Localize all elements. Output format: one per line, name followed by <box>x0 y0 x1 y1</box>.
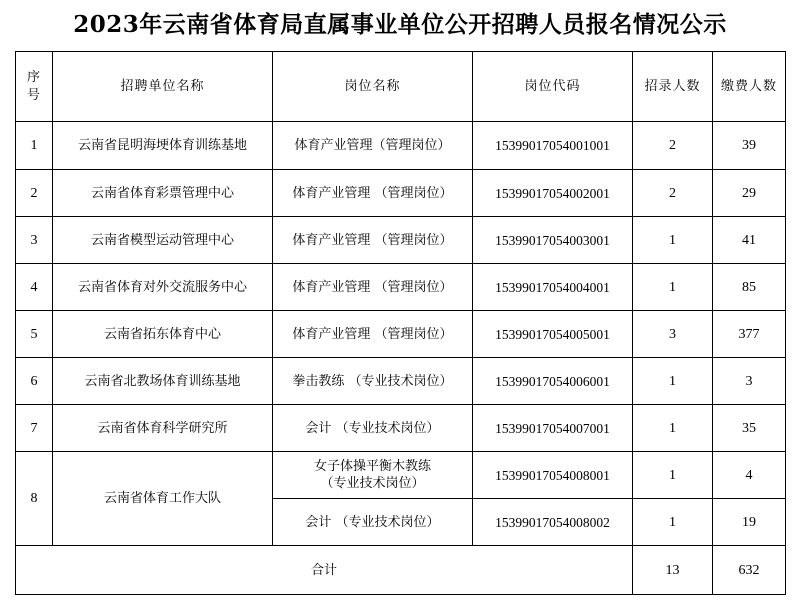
header-unit: 招聘单位名称 <box>53 52 273 122</box>
row-index: 4 <box>16 264 53 311</box>
paid-count: 29 <box>713 170 786 217</box>
position-name: 体育产业管理 （管理岗位） <box>273 217 473 264</box>
row-index: 5 <box>16 311 53 358</box>
unit-name: 云南省体育彩票管理中心 <box>53 170 273 217</box>
position-name-line1: 女子体操平衡木教练 <box>313 459 431 474</box>
header-index <box>16 52 53 122</box>
hire-count: 1 <box>633 217 713 264</box>
header-hire-count: 招录人数 <box>633 52 713 122</box>
header-code: 岗位代码 <box>473 52 633 122</box>
unit-name: 云南省体育工作大队 <box>53 452 273 546</box>
total-hire-count: 13 <box>633 546 713 595</box>
total-label: 合计 <box>16 546 633 595</box>
hire-count: 2 <box>633 170 713 217</box>
position-code: 15399017054002001 <box>473 170 633 217</box>
position-name: 会计 （专业技术岗位） <box>273 499 473 546</box>
position-name: 会计 （专业技术岗位） <box>273 405 473 452</box>
hire-count: 1 <box>633 452 713 499</box>
position-name: 拳击教练 （专业技术岗位） <box>273 358 473 405</box>
unit-name: 云南省模型运动管理中心 <box>53 217 273 264</box>
row-index: 6 <box>16 358 53 405</box>
row-index: 8 <box>16 452 53 546</box>
hire-count: 1 <box>633 405 713 452</box>
header-row <box>16 52 786 122</box>
paid-count: 39 <box>713 122 786 170</box>
paid-count: 85 <box>713 264 786 311</box>
paid-count: 377 <box>713 311 786 358</box>
position-name: 体育产业管理（管理岗位） <box>273 122 473 170</box>
unit-name: 云南省北教场体育训练基地 <box>53 358 273 405</box>
recruitment-table <box>15 51 786 595</box>
position-name-line2: （专业技术岗位） <box>320 476 425 491</box>
hire-count: 3 <box>633 311 713 358</box>
unit-name: 云南省体育科学研究所 <box>53 405 273 452</box>
paid-count: 35 <box>713 405 786 452</box>
total-row <box>16 546 786 595</box>
table-row <box>16 452 786 499</box>
table-row <box>16 358 786 405</box>
position-code: 15399017054003001 <box>473 217 633 264</box>
row-index: 3 <box>16 217 53 264</box>
table-row <box>16 264 786 311</box>
position-code: 15399017054005001 <box>473 311 633 358</box>
total-paid-count: 632 <box>713 546 786 595</box>
position-name: 体育产业管理 （管理岗位） <box>273 311 473 358</box>
paid-count: 41 <box>713 217 786 264</box>
row-index: 1 <box>16 122 53 170</box>
table-row <box>16 170 786 217</box>
paid-count: 4 <box>713 452 786 499</box>
paid-count: 3 <box>713 358 786 405</box>
unit-name: 云南省体育对外交流服务中心 <box>53 264 273 311</box>
position-name: 体育产业管理 （管理岗位） <box>273 170 473 217</box>
header-position: 岗位名称 <box>273 52 473 122</box>
position-code: 15399017054008002 <box>473 499 633 546</box>
header-index-line2: 号 <box>26 87 41 103</box>
position-code: 15399017054008001 <box>473 452 633 499</box>
paid-count: 19 <box>713 499 786 546</box>
unit-name: 云南省昆明海埂体育训练基地 <box>53 122 273 170</box>
table-row <box>16 217 786 264</box>
header-paid-count: 缴费人数 <box>713 52 786 122</box>
position-name: 体育产业管理 （管理岗位） <box>273 264 473 311</box>
position-code: 15399017054006001 <box>473 358 633 405</box>
hire-count: 1 <box>633 358 713 405</box>
hire-count: 1 <box>633 264 713 311</box>
position-name <box>273 452 473 499</box>
unit-name: 云南省拓东体育中心 <box>53 311 273 358</box>
position-code: 15399017054004001 <box>473 264 633 311</box>
table-row <box>16 405 786 452</box>
table-row <box>16 311 786 358</box>
hire-count: 1 <box>633 499 713 546</box>
page-title: 2023年云南省体育局直属事业单位公开招聘人员报名情况公示 <box>73 11 727 38</box>
header-index-line1: 序 <box>26 69 41 85</box>
position-code: 15399017054001001 <box>473 122 633 170</box>
position-code: 15399017054007001 <box>473 405 633 452</box>
table-row <box>16 122 786 170</box>
row-index: 2 <box>16 170 53 217</box>
row-index: 7 <box>16 405 53 452</box>
hire-count: 2 <box>633 122 713 170</box>
